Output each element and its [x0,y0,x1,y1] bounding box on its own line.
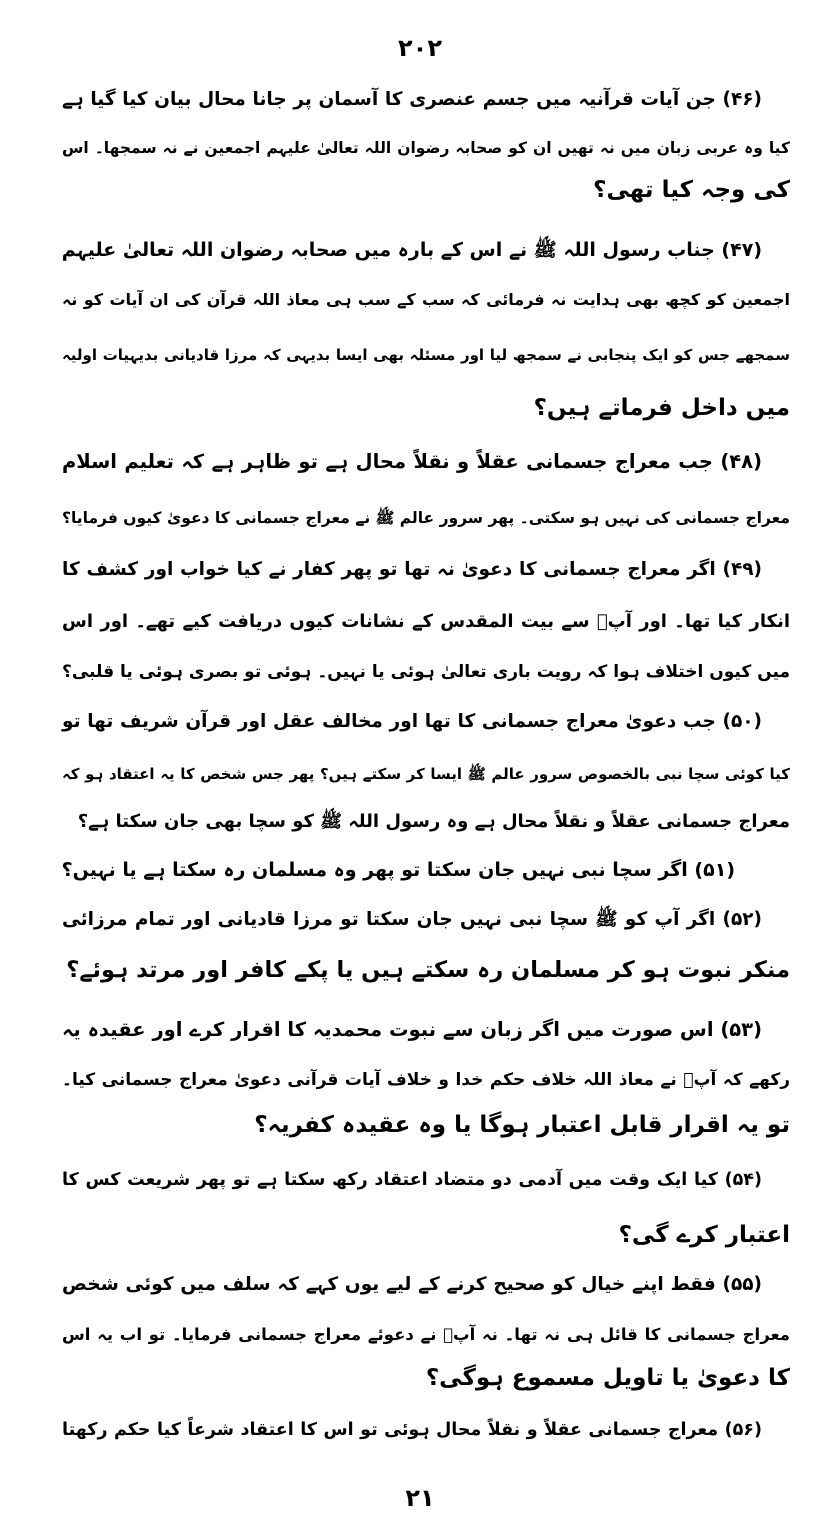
question-54-line: (۵۴) کیا ایک وقت میں آدمی دو متضاد اعتقاد رکھ سکتا ہے تو پھر شریعت کس کا [62,1170,762,1190]
question-47-line: میں داخل فرماتے ہیں؟ [533,395,790,421]
question-53-line: رکھے کہ آپؐ نے معاذ اللہ خلاف حکم خدا و خلاف آیات قرآنی دعویٰ معراج جسمانی کیا۔ [62,1070,790,1090]
question-52-line: منکر نبوت ہو کر مسلمان رہ سکتے ہیں یا پکے کافر اور مرتد ہوئے؟ [66,957,790,983]
question-50-line: کیا کوئی سچا نبی بالخصوص سرور عالم ﷺ ایسا کر سکتے ہیں؟ پھر جس شخص کا یہ اعتقاد ہو کہ [62,765,790,783]
question-46-line: کی وجہ کیا تھی؟ [593,177,790,203]
page-number-top: ۲۰۲ [398,34,442,62]
question-55-line: کا دعویٰ یا تاویل مسموع ہوگی؟ [425,1365,790,1391]
question-50-line: (۵۰) جب دعویٰ معراج جسمانی کا تھا اور مخالف عقل اور قرآن شریف تھا تو [62,711,762,732]
question-47-line: سمجھے جس کو ایک پنجابی نے سمجھ لیا اور مسئلہ بھی ایسا بدیہی کہ مرزا قادیانی بدیہیات اولیہ [62,346,790,364]
question-56-line: (۵۶) معراج جسمانی عقلاً و نقلاً محال ہوئی تو اس کا اعتقاد شرعاً کیا حکم رکھتا [62,1420,762,1440]
question-49-line: میں کیوں اختلاف ہوا کہ رویت باری تعالیٰ ہوئی یا نہیں۔ ہوئی تو بصری ہوئی یا قلبی؟ [62,662,790,682]
question-46-line: کیا وہ عربی زبان میں نہ تھیں ان کو صحابہ رضوان اللہ تعالیٰ علیہم اجمعین نے نہ سمجھا۔ اس [62,139,790,157]
question-47-line: (۴۷) جناب رسول اللہ ﷺ نے اس کے بارہ میں صحابہ رضوان اللہ تعالیٰ علیہم [61,239,762,261]
question-48-line: معراج جسمانی کی نہیں ہو سکتی۔ پھر سرور عالم ﷺ نے معراج جسمانی کا دعویٰ کیوں فرمایا؟ [62,509,790,527]
question-49-line: (۴۹) اگر معراج جسمانی کا دعویٰ نہ تھا تو پھر کفار نے کیا خواب اور کشف کا [62,559,762,580]
question-55-line: (۵۵) فقط اپنے خیال کو صحیح کرنے کے لیے یوں کہے کہ سلف میں کوئی شخص [62,1274,762,1295]
question-55-line: معراج جسمانی کا قائل ہی نہ تھا۔ نہ آپؐ نے دعوئے معراج جسمانی فرمایا۔ تو اب یہ اس [62,1325,790,1344]
question-46-line: (۴۶) جن آیات قرآنیہ میں جسم عنصری کا آسمان پر جانا محال بیان کیا گیا ہے [62,89,762,110]
question-47-line: اجمعین کو کچھ بھی ہدایت نہ فرمائی کہ سب کے سب ہی معاذ اللہ قرآن کی ان آیات کو نہ [62,290,790,309]
question-51-line: (۵۱) اگر سچا نبی نہیں جان سکتا تو پھر وہ مسلمان رہ سکتا ہے یا نہیں؟ [61,859,735,881]
question-50-line: معراج جسمانی عقلاً و نقلاً محال ہے وہ رسول اللہ ﷺ کو سچا بھی جان سکتا ہے؟ [77,811,790,832]
page-number-bottom: ۲۱ [405,1484,435,1512]
question-53-line: (۵۳) اس صورت میں اگر زبان سے نبوت محمدیہ کا اقرار کرے اور عقیدہ یہ [62,1018,762,1041]
question-49-line: انکار کیا تھا۔ اور آپؐ سے بیت المقدس کے نشانات کیوں دریافت کیے تھے۔ اور اس [62,611,790,632]
question-54-line: اعتبار کرے گی؟ [618,1222,790,1248]
question-53-line: تو یہ اقرار قابل اعتبار ہوگا یا وہ عقیدہ کفریہ؟ [254,1112,790,1138]
question-48-line: (۴۸) جب معراج جسمانی عقلاً و نقلاً محال ہے تو ظاہر ہے کہ تعلیم اسلام [62,450,762,473]
question-52-line: (۵۲) اگر آپ کو ﷺ سچا نبی نہیں جان سکتا تو مرزا قادیانی اور تمام مرزائی [62,909,762,930]
